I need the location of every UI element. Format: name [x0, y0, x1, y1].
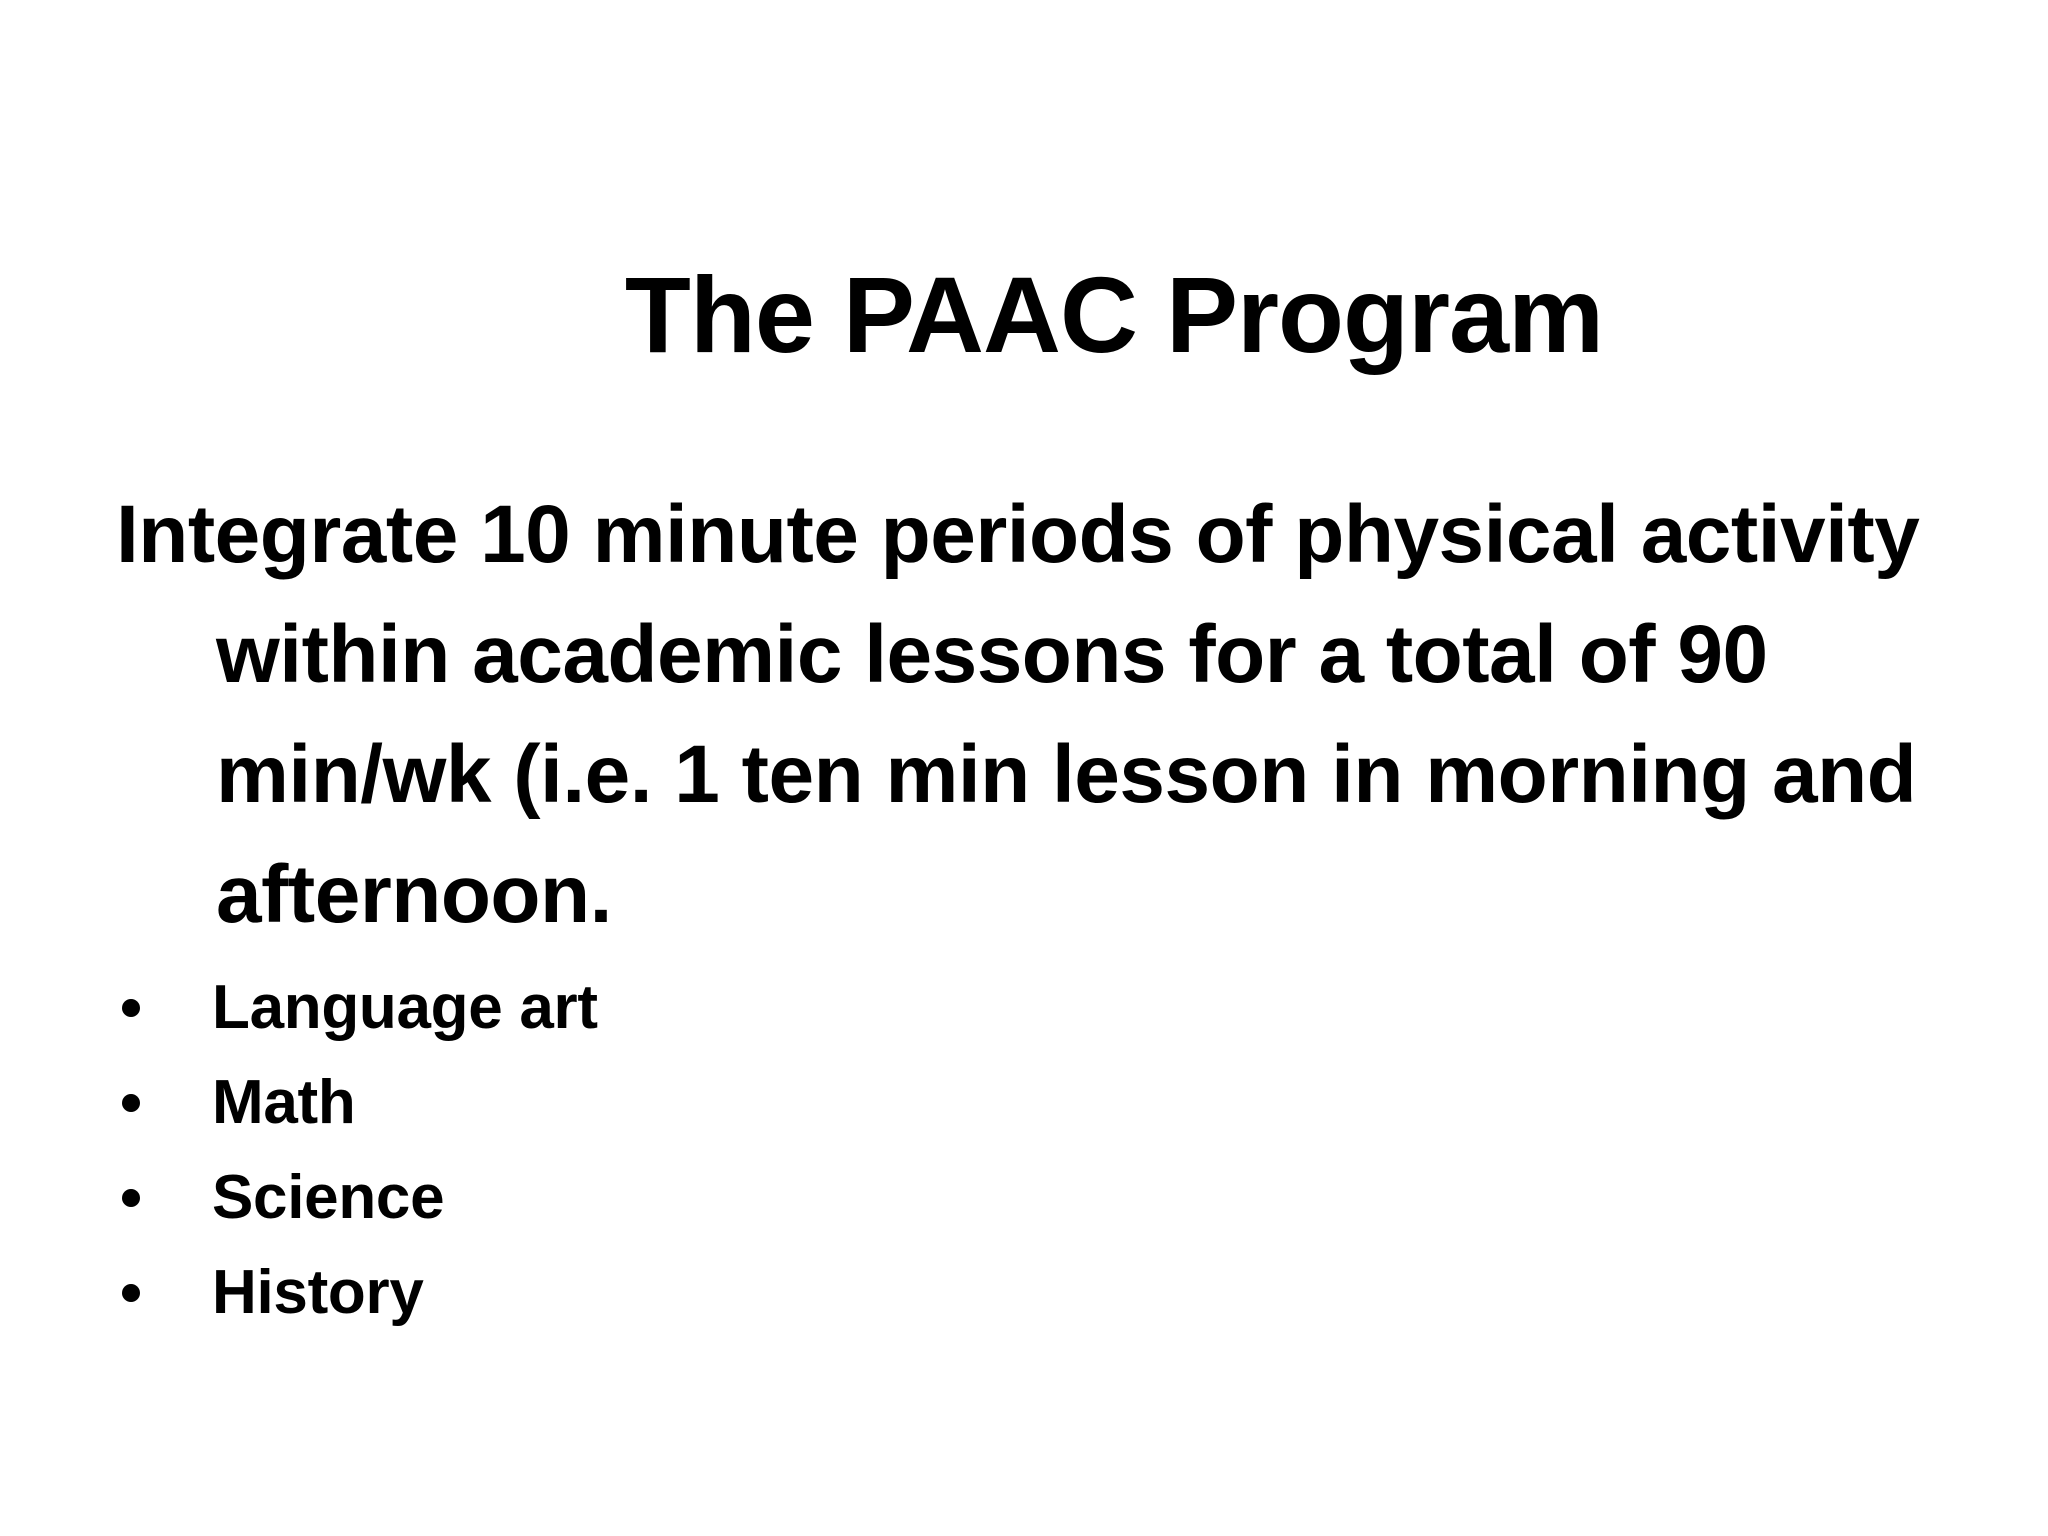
bullet-label: Science [212, 1163, 445, 1232]
bullet-icon [122, 1284, 140, 1302]
bullet-icon [122, 1094, 140, 1112]
bullet-icon [122, 999, 140, 1017]
list-item [116, 1245, 598, 1340]
list-item [116, 1055, 598, 1150]
bullet-list [116, 960, 598, 1340]
bullet-label: History [212, 1258, 424, 1327]
bullet-label: Language art [212, 973, 598, 1042]
bullet-icon [122, 1189, 140, 1207]
list-item [116, 960, 598, 1055]
list-item [116, 1150, 598, 1245]
slide-title: The PAAC Program [624, 254, 1604, 375]
slide-paragraph: Integrate 10 minute periods of physical activity within academic lessons for a total of 90 min/wk (i.e. 1 ten min lesson in morning and afternoon. [116, 489, 1920, 940]
bullet-label: Math [212, 1068, 356, 1137]
